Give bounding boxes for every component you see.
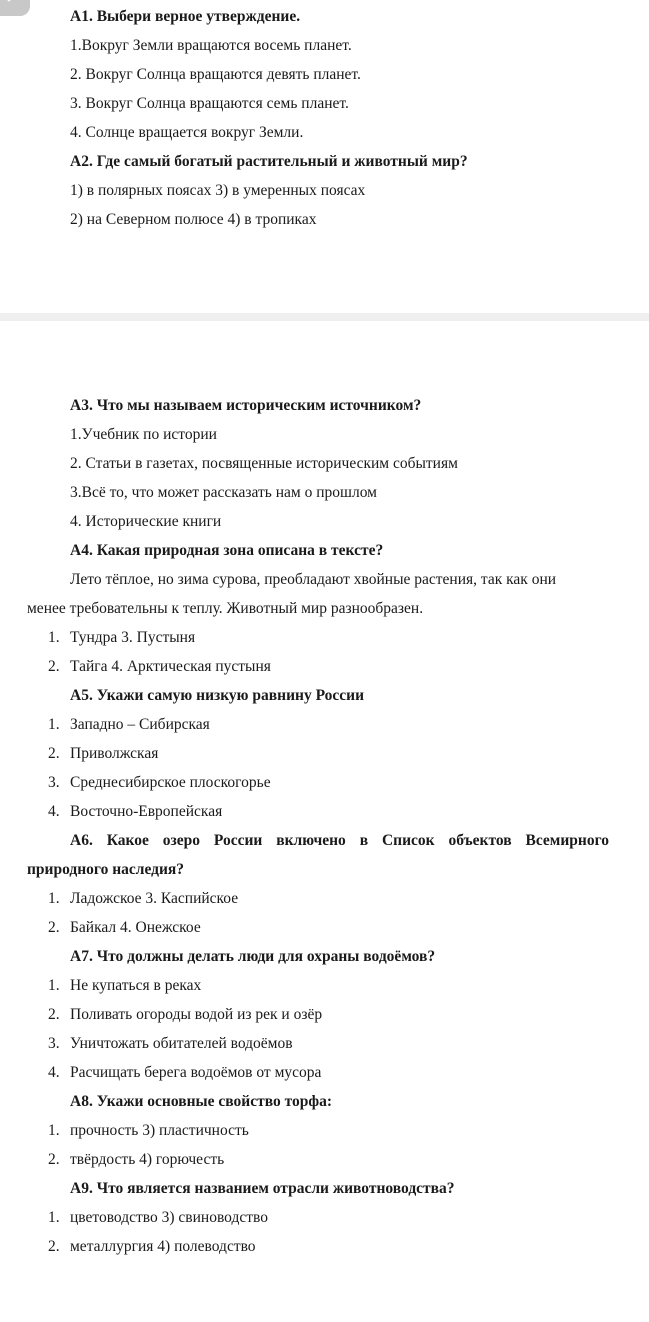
- description-text: Лето тёплое, но зима сурова, преобладают хвойные растения, так как они: [70, 571, 557, 588]
- option-line: 3. Вокруг Солнца вращаются семь планет.: [70, 95, 349, 112]
- option-line: 1) в полярных поясах 3) в умеренных поясах: [70, 182, 366, 199]
- question-a7: А7. Что должны делать люди для охраны водоёмов?: [70, 948, 436, 965]
- selection-badge[interactable]: [0, 0, 30, 16]
- question-a5: А5. Укажи самую низкую равнину России: [70, 687, 365, 704]
- option-line: 1.Вокруг Земли вращаются восемь планет.: [70, 37, 352, 54]
- question-a2: А2. Где самый богатый растительный и животный мир?: [70, 153, 468, 170]
- question-a1: A1. Выбери верное утверждение.: [70, 8, 301, 25]
- option-line: 2. Статьи в газетах, посвященные историческим событиям: [70, 455, 458, 472]
- description-text: менее требовательны к теплу. Животный мир разнообразен.: [27, 600, 424, 617]
- document-page-1: [0, 0, 649, 313]
- page-separator: [0, 313, 649, 321]
- option-line: 3.Всё то, что может рассказать нам о прошлом: [70, 484, 377, 501]
- question-a6: А6. Какое озеро России включено в Список объектов Всемирного: [70, 832, 609, 849]
- question-a3: А3. Что мы называем историческим источником?: [70, 397, 422, 414]
- question-a4: А4. Какая природная зона описана в тексте?: [70, 542, 384, 559]
- checkmark-icon: [0, 0, 22, 6]
- option-line: 4. Исторические книги: [70, 513, 222, 530]
- option-line: 2) на Северном полюсе 4) в тропиках: [70, 211, 317, 228]
- question-a6-continued: природного наследия?: [27, 861, 185, 878]
- option-line: 4. Солнце вращается вокруг Земли.: [70, 124, 304, 141]
- option-line: 1.Учебник по истории: [70, 426, 217, 443]
- question-a8: А8. Укажи основные свойство торфа:: [70, 1093, 332, 1110]
- option-line: 2. Вокруг Солнца вращаются девять планет.: [70, 66, 361, 83]
- document-page-2: А3. Что мы называем историческим источником? 1.Учебник по истории 2. Статьи в газетах, посвященные историческим событиям 3.Всё то, что может рассказать нам о прошлом 4. Исторические книги А4. Какая природная зона описана в тексте? Лето тёплое, но зима сурова, преобладают хвойные растения, так как они менее требовательны к теплу. Животный мир разнообразен. 1. Тундра 3. Пустыня 2. Тайга 4. Арктическая пустыня А5. Укажи самую низкую равнину России 1. Западно – Сибирская 2. Приволжская 3. Среднесибирское плоскогорье 4. Восточно-Европейская А6. Какое озеро России включено в Список объектов Всемирного природного наследия? 1. Ладожское 3. Каспийское 2. Байкал 4. Онежское А7. Что должны делать люди для охраны водоёмов? 1. Не купаться в реках 2. Поливать огороды водой из рек и озёр 3. Уничтожать обитателей водоёмов 4. Расчищать берега водоёмов от мусора А8. Укажи основные свойство торфа: 1. прочность 3) пластичность 2. твёрдость 4) горючесть А9. Что является названием отрасли животноводства? 1. цветоводство 3) свиноводство 2. металлургия 4) полеводство: [0, 321, 649, 1322]
- question-a9: А9. Что является названием отрасли животноводства?: [70, 1180, 455, 1197]
